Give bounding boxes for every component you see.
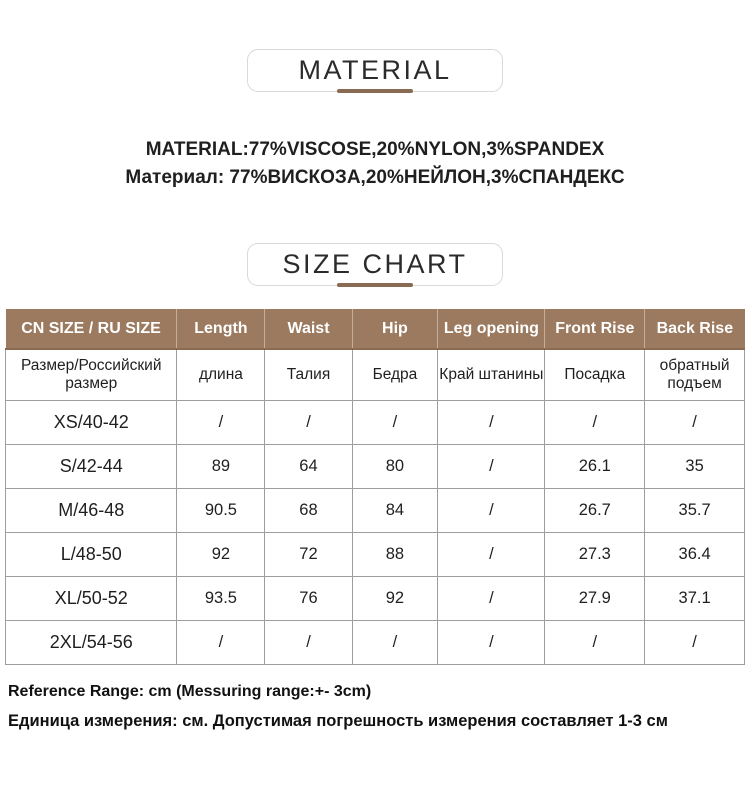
table-row-s (6, 444, 745, 488)
value-cell: 35 (645, 444, 745, 488)
value-cell: / (438, 400, 545, 444)
value-cell: / (438, 444, 545, 488)
value-cell: 90.5 (177, 488, 265, 532)
value-cell: / (545, 620, 645, 664)
column-header-ru-leg-opening: Край штанины (438, 349, 545, 400)
value-cell: 80 (352, 444, 438, 488)
product-size-info-page (0, 49, 750, 797)
table-row-l (6, 532, 745, 576)
value-cell: / (177, 620, 265, 664)
value-cell: 64 (265, 444, 352, 488)
table-row-xl (6, 576, 745, 620)
note-reference-range-en: Reference Range: cm (Messuring range:+- 3cm) (8, 682, 372, 700)
size-chart-table-wrapper (5, 309, 745, 665)
column-header-ru-waist: Талия (265, 349, 352, 400)
size-chart-table (5, 309, 745, 665)
material-section-header (247, 49, 503, 92)
value-cell: / (438, 576, 545, 620)
table-row-xs (6, 400, 745, 444)
size-cell: 2XL/54-56 (6, 620, 177, 664)
value-cell: 72 (265, 532, 352, 576)
value-cell: 27.9 (545, 576, 645, 620)
size-cell: XL/50-52 (6, 576, 177, 620)
value-cell: / (645, 400, 745, 444)
material-accent-bar (337, 89, 413, 93)
column-header-front-rise: Front Rise (545, 309, 645, 349)
column-header-ru-length: длина (177, 349, 265, 400)
value-cell: 27.3 (545, 532, 645, 576)
value-cell: / (352, 620, 438, 664)
note-reference-range-ru: Единица измерения: см. Допустимая погрешность измерения составляет 1-3 см (8, 711, 668, 730)
value-cell: 37.1 (645, 576, 745, 620)
size-chart-accent-bar (337, 283, 413, 287)
value-cell: 35.7 (645, 488, 745, 532)
column-header-size: CN SIZE / RU SIZE (6, 309, 177, 349)
material-composition-ru: Материал: 77%ВИСКОЗА,20%НЕЙЛОН,3%СПАНДЕКС (125, 167, 625, 188)
value-cell: 92 (177, 532, 265, 576)
table-header-row-en (6, 309, 745, 349)
column-header-hip: Hip (352, 309, 438, 349)
table-row-m (6, 488, 745, 532)
value-cell: 93.5 (177, 576, 265, 620)
size-cell: M/46-48 (6, 488, 177, 532)
material-composition-en: MATERIAL:77%VISCOSE,20%NYLON,3%SPANDEX (145, 139, 605, 160)
column-header-ru-hip: Бедра (352, 349, 438, 400)
column-header-leg-opening: Leg opening (438, 309, 545, 349)
value-cell: / (265, 400, 352, 444)
value-cell: / (352, 400, 438, 444)
table-header-row-ru (6, 349, 745, 400)
value-cell: 26.1 (545, 444, 645, 488)
measurement-notes (8, 681, 742, 732)
value-cell: 36.4 (645, 532, 745, 576)
value-cell: / (177, 400, 265, 444)
value-cell: 88 (352, 532, 438, 576)
material-section-title: MATERIAL (298, 55, 452, 85)
value-cell: / (438, 620, 545, 664)
value-cell: / (545, 400, 645, 444)
value-cell: 84 (352, 488, 438, 532)
size-chart-section-header (247, 243, 503, 286)
size-cell: L/48-50 (6, 532, 177, 576)
material-composition (0, 136, 750, 192)
value-cell: / (265, 620, 352, 664)
value-cell: 68 (265, 488, 352, 532)
column-header-ru-back-rise: обратный подъем (645, 349, 745, 400)
value-cell: / (438, 532, 545, 576)
value-cell: / (645, 620, 745, 664)
column-header-ru-front-rise: Посадка (545, 349, 645, 400)
value-cell: 89 (177, 444, 265, 488)
table-row-2xl (6, 620, 745, 664)
size-cell: S/42-44 (6, 444, 177, 488)
column-header-ru-size: Размер/Российский размер (6, 349, 177, 400)
value-cell: 76 (265, 576, 352, 620)
value-cell: 26.7 (545, 488, 645, 532)
value-cell: 92 (352, 576, 438, 620)
value-cell: / (438, 488, 545, 532)
column-header-back-rise: Back Rise (645, 309, 745, 349)
column-header-waist: Waist (265, 309, 352, 349)
size-cell: XS/40-42 (6, 400, 177, 444)
size-chart-section-title: SIZE CHART (282, 249, 468, 279)
column-header-length: Length (177, 309, 265, 349)
